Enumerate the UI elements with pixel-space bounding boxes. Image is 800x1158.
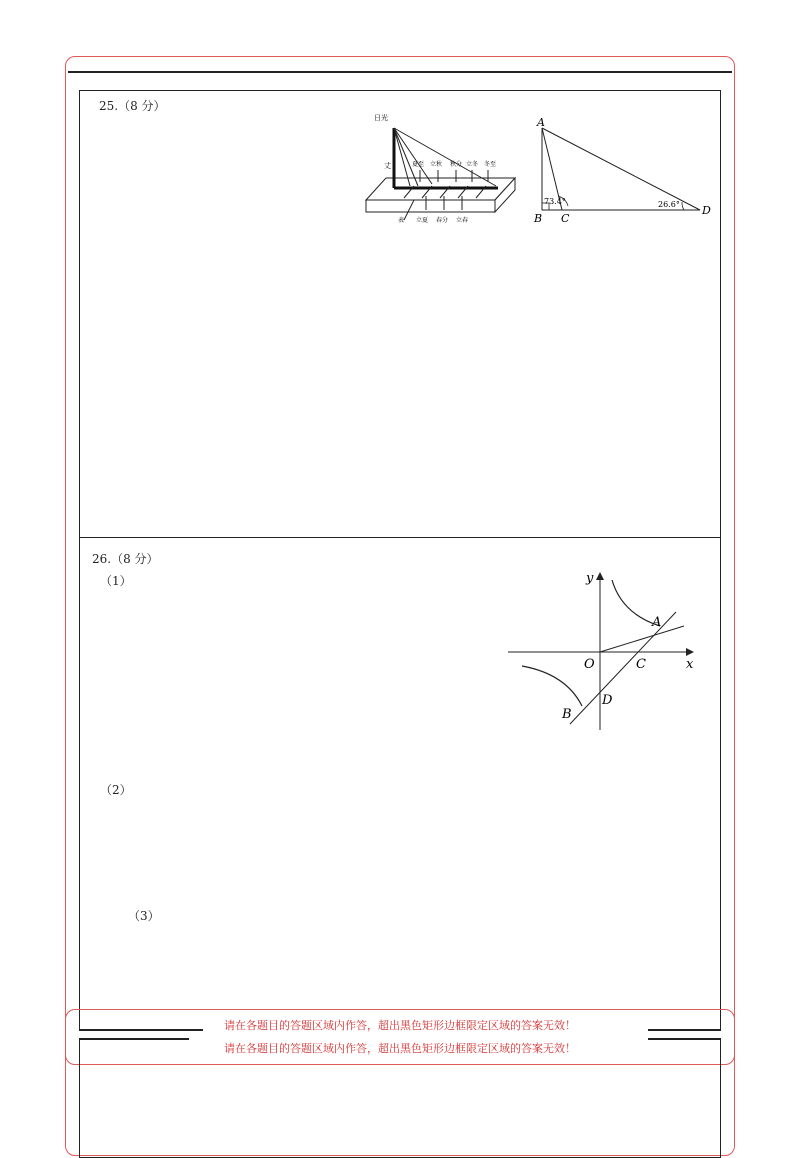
angle-c-label: 73.4° (544, 197, 566, 206)
sun-label: 日光 (374, 114, 388, 122)
origin-label: O (584, 657, 595, 672)
point-b-label: B (562, 707, 572, 722)
part-3-label: （3） (128, 909, 160, 923)
table-label: 表 (398, 217, 405, 224)
y-axis-label: y (586, 571, 594, 586)
term-0: 夏至 (412, 161, 425, 168)
triangle-figure (528, 112, 718, 224)
point-d-label: D (602, 693, 613, 708)
header-rule (68, 71, 732, 73)
part-1-label: （1） (100, 574, 132, 588)
question-27-box[interactable] (79, 1038, 721, 1158)
point-c: C (561, 212, 570, 224)
x-axis-label: x (686, 657, 694, 672)
q27-top-rule-left (79, 1038, 189, 1040)
q27-top-rule-right (648, 1038, 721, 1040)
term-3: 立冬 (466, 161, 479, 168)
point-a: A (537, 116, 545, 129)
warning-text-top: 请在各题目的答题区域内作答，超出黑色矩形边框限定区域的答案无效！ (224, 1019, 576, 1032)
term-7: 立春 (456, 217, 469, 224)
term-2: 秋分 (450, 161, 463, 168)
warning-text-bottom: 请在各题目的答题区域内作答，超出黑色矩形边框限定区域的答案无效！ (224, 1042, 576, 1055)
question-25-label: 25.（8 分） (99, 99, 166, 113)
term-5: 立夏 (416, 217, 429, 224)
term-6: 春分 (436, 217, 449, 224)
point-b: B (534, 212, 543, 224)
question-26-label: 26.（8 分） (92, 552, 159, 566)
term-4: 冬至 (484, 161, 497, 168)
point-a-label: A (652, 615, 662, 630)
point-d: D (702, 204, 711, 217)
term-1: 立秋 (430, 161, 443, 168)
angle-d-label: 26.6° (658, 200, 680, 209)
zhang-label: 丈 (384, 162, 391, 170)
point-c-label: C (636, 657, 646, 672)
sundial-figure (360, 108, 520, 228)
part-2-label: （2） (100, 783, 132, 797)
coordinate-figure (504, 568, 704, 734)
